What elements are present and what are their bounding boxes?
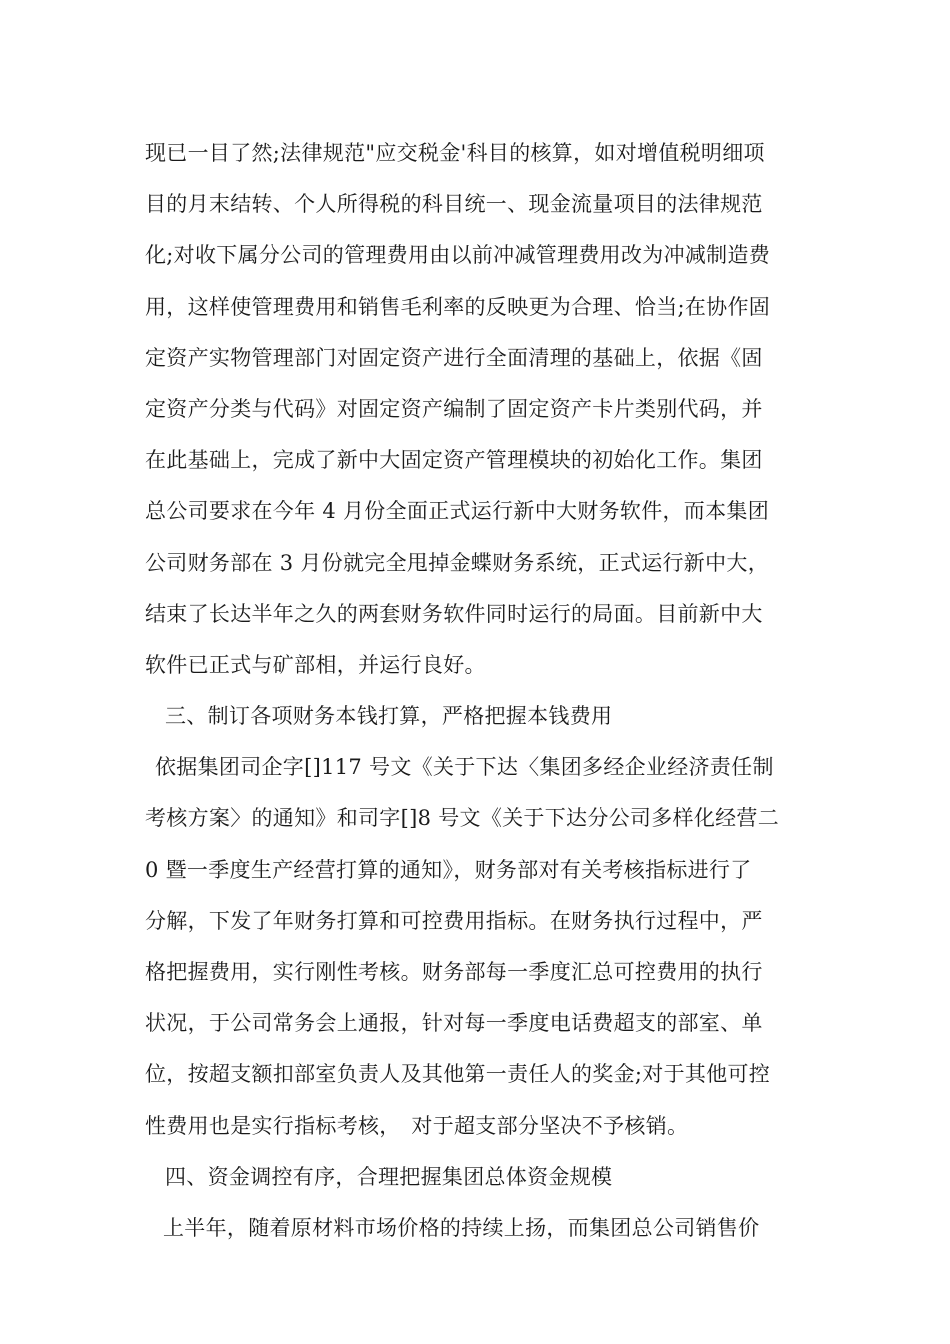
text-line: 考核方案〉的通知》和司字[]8 号文《关于下达分公司多样化经营二 (145, 806, 780, 831)
text-line: 状况，于公司常务会上通报，针对每一季度电话费超支的部室、单 (145, 1011, 763, 1036)
text-line: 总公司要求在今年 4 月份全面正式运行新中大财务软件，而本集团 (145, 499, 770, 524)
paragraph-financial-software (145, 128, 805, 691)
text-line: 结束了长达半年之久的两套财务软件同时运行的局面。目前新中大 (145, 601, 763, 626)
document-page (145, 128, 805, 1254)
text-line: 性费用也是实行指标考核， 对于超支部分坚决不予核销。 (145, 1113, 689, 1138)
text-line: 0 暨一季度生产经营打算的通知》，财务部对有关考核指标进行了 (145, 857, 752, 882)
text-line: 分解，下发了年财务打算和可控费用指标。在财务执行过程中，严 (145, 908, 763, 933)
text-line: 定资产分类与代码》对固定资产编制了固定资产卡片类别代码，并 (145, 396, 763, 421)
text-line: 化;对收下属分公司的管理费用由以前冲减管理费用改为冲减制造费 (145, 243, 771, 268)
section-heading-3: 三、制订各项财务本钱打算，严格把握本钱费用 (165, 704, 613, 729)
text-line: 软件已正式与矿部相，并运行良好。 (145, 652, 486, 677)
section-heading-4: 四、资金调控有序，合理把握集团总体资金规模 (165, 1164, 613, 1189)
text-line: 格把握费用，实行刚性考核。财务部每一季度汇总可控费用的执行 (145, 960, 763, 984)
text-line: 公司财务部在 3 月份就完全甩掉金蝶财务系统，正式运行新中大， (145, 550, 770, 575)
paragraph-fund-control (145, 1203, 805, 1254)
text-line: 目的月末结转、个人所得税的科目统一、现金流量项目的法律规范 (145, 192, 763, 217)
text-line: 上半年，随着原材料市场价格的持续上扬，而集团总公司销售价 (163, 1215, 760, 1240)
text-line: 依据集团司企字[]117 号文《关于下达〈集团多经企业经济责任制 (155, 755, 774, 780)
text-line: 位，按超支额扣部室负责人及其他第一责任人的奖金;对于其他可控 (145, 1062, 771, 1087)
text-line: 定资产实物管理部门对固定资产进行全面清理的基础上，依据《固 (145, 345, 763, 370)
text-line: 现已一目了然;法律规范"应交税金'科目的核算，如对增值税明细项 (145, 141, 765, 165)
text-line: 用，这样使管理费用和销售毛利率的反映更为合理、恰当;在协作固 (145, 294, 771, 319)
paragraph-cost-control (145, 742, 805, 1152)
text-line: 在此基础上，完成了新中大固定资产管理模块的初始化工作。集团 (145, 448, 763, 473)
